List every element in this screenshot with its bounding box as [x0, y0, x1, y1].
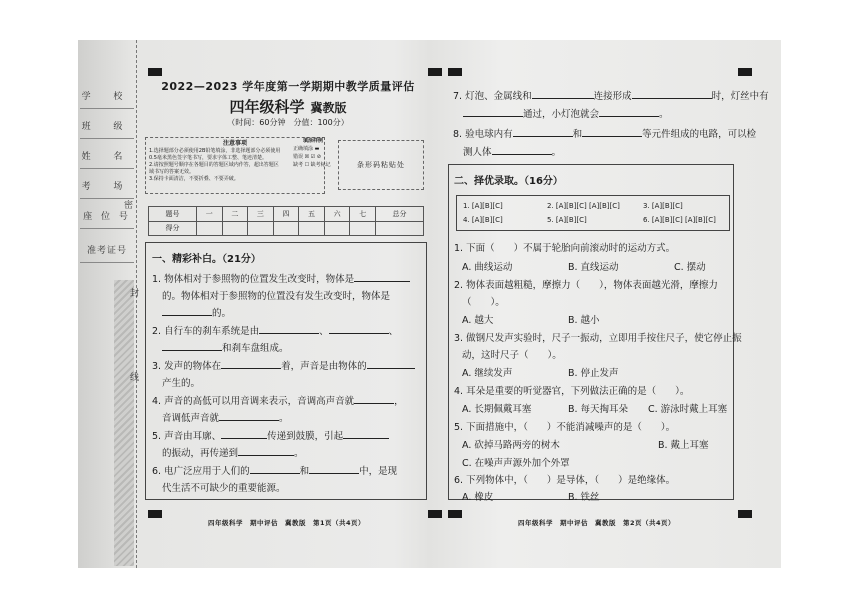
alignment-marker: [738, 68, 752, 76]
mc-q4-option: B. 每天掏耳朵: [568, 404, 629, 415]
q1-line: 1. 物体相对于参照物的位置发生改变时，物体是: [152, 271, 410, 285]
mc-q1-stem: 1. 下面（ ）不属于轮胎向前滚动时的运动方式。: [454, 243, 676, 254]
mc-q3-stem: 3. 做钢尺发声实验时，尺子一振动，立即用手按住尺子，使它停止振: [454, 333, 742, 344]
mc-q5-option: C. 在噪声声源外加个外罩: [462, 458, 570, 469]
mc-q3-option: A. 继续发声: [462, 368, 513, 379]
score-table: [148, 206, 424, 236]
exam-subject: 四年级科学 冀教版: [229, 98, 347, 116]
sample-row: 错误 ☒ ☑ ⊘: [293, 154, 321, 160]
score-header-cell: 三: [248, 207, 274, 222]
barcode-area: 条形码粘贴处: [338, 140, 424, 190]
q4-line: 音调低声音就 。: [162, 413, 289, 424]
q5-line: 5. 声音由耳廓、 传递到鼓膜，引起: [152, 428, 389, 442]
q2-line: 2. 自行车的刹车系统是由 、 、: [152, 326, 399, 337]
mc-q4-stem: 4. 耳朵是重要的听觉器官，下列做法正确的是（ ）。: [454, 386, 690, 397]
name-field: 姓 名: [80, 142, 134, 169]
mc-q3-option: B. 停止发声: [568, 368, 619, 379]
q6-line: 6. 电广泛应用于人们的 和 中，是现: [152, 466, 398, 477]
notice-line: 3.保持卡面清洁，不要折叠、不要弄破。: [149, 176, 239, 182]
score-row-label: 得分: [149, 221, 197, 236]
exam-title: 2022—2023 学年度第一学期期中教学质量评估: [161, 80, 415, 93]
score-header-cell: 题号: [149, 207, 197, 222]
q3-line: 3. 发声的物体在 着，声音是由物体的: [152, 358, 415, 372]
score-cell: [376, 221, 424, 236]
q6-line: 代生活不可缺少的重要能源。: [162, 483, 286, 494]
mc-q1-option: B. 直线运动: [568, 262, 619, 273]
alignment-marker: [148, 510, 162, 518]
alignment-marker: [448, 68, 462, 76]
score-header-cell: 二: [222, 207, 248, 222]
score-header-row: [149, 207, 424, 222]
alignment-marker: [428, 510, 442, 518]
mc-q6-stem: 6. 下列物体中，（ ）是导体，（ ）是绝缘体。: [454, 475, 676, 486]
fill-sample: [293, 137, 333, 194]
q1-line: 的。: [162, 305, 231, 319]
q8-line: 测人体 。: [463, 147, 562, 158]
mc-q4-option: C. 游泳时戴上耳塞: [648, 404, 728, 415]
notice-line: 2.请按照题号顺序在各题目的答题区域内作答，超出答题区: [149, 162, 279, 168]
mc-q5-option: A. 砍掉马路两旁的树木: [462, 440, 560, 451]
score-header-cell: 四: [273, 207, 299, 222]
q1-line: 的。物体相对于参照物的位置没有发生改变时，物体是: [162, 291, 391, 302]
q8-line: 8. 验电球内有 和 等元件组成的电路，可以检: [453, 129, 757, 140]
exam-time-score: （时间：60分钟 分值：100分）: [227, 118, 349, 127]
section1-title: 一、精彩补白。（21分）: [152, 254, 261, 265]
answer-grid-item[interactable]: 2. [A][B][C] [A][B][C]: [547, 202, 620, 210]
q3-line: 产生的。: [162, 378, 201, 389]
sample-row: 缺考 ☐ 缺考标记: [293, 162, 331, 168]
binding-strip: [78, 40, 140, 568]
exam-room-field: 考 场: [80, 172, 134, 199]
answer-grid: [456, 195, 730, 231]
score-cell: [273, 221, 299, 236]
mc-q3-cont: 动，这时尺子（ ）。: [462, 350, 562, 361]
seal-mark-feng: 封: [130, 289, 140, 299]
sample-title: 填涂样例: [302, 138, 323, 144]
score-header-cell: 总分: [376, 207, 424, 222]
score-header-cell: 一: [196, 207, 222, 222]
mc-q1-option: C. 摆动: [674, 262, 706, 273]
footer-right: 四年级科学 期中评估 冀教版 第2页（共4页）: [518, 519, 676, 527]
score-cell: [324, 221, 350, 236]
score-cell: [196, 221, 222, 236]
alignment-marker: [448, 510, 462, 518]
q7-line: 7. 灯泡、金属线和 连接形成 时，灯丝中有: [453, 91, 769, 102]
q4-line: 4. 声音的高低可以用音调来表示，音调高声音就 ，: [152, 396, 404, 407]
mc-q5-stem: 5. 下面措施中，（ ）不能消减噪声的是（ ）。: [454, 422, 676, 433]
answer-grid-item[interactable]: 3. [A][B][C]: [643, 202, 683, 210]
class-field: 班 级: [80, 112, 134, 139]
mc-q4-option: A. 长期佩戴耳塞: [462, 404, 532, 415]
answer-grid-item[interactable]: 1. [A][B][C]: [463, 202, 503, 210]
mc-q2-option: A. 越大: [462, 315, 494, 326]
alignment-marker: [428, 68, 442, 76]
school-field: 学 校: [80, 82, 134, 109]
notice-line: 域书写的答案无效。: [149, 169, 195, 175]
mc-q2-option: B. 越小: [568, 315, 600, 326]
exam-edition: 冀教版: [310, 101, 347, 115]
exam-sheet: [78, 40, 781, 568]
sample-row: 正确填涂 ▬: [293, 146, 320, 152]
mc-q5-option: B. 戴上耳塞: [658, 440, 709, 451]
mc-q2-cont: （ ）。: [462, 297, 505, 308]
score-header-cell: 六: [324, 207, 350, 222]
notice-title: 注意事项: [222, 140, 247, 147]
seat-number-field: 座 位 号: [80, 202, 134, 229]
answer-grid-item[interactable]: 6. [A][B][C] [A][B][C]: [643, 216, 716, 224]
score-cell: [248, 221, 274, 236]
score-cell: [299, 221, 325, 236]
mc-q6-option: B. 铁丝: [568, 492, 600, 503]
q5-line: 的振动，再传递到 。: [162, 448, 304, 459]
score-row: [149, 221, 424, 236]
score-header-cell: 五: [299, 207, 325, 222]
answer-grid-item[interactable]: 5. [A][B][C]: [547, 216, 587, 224]
hatch-pattern: [114, 280, 134, 566]
notice-line: 0.5毫米黑色签字笔书写，要求字体工整、笔迹清楚。: [149, 155, 267, 161]
section2-title: 二、择优录取。（16分）: [454, 176, 563, 187]
alignment-marker: [148, 68, 162, 76]
q2-line: 和刹车盘组成。: [162, 340, 289, 354]
mc-q6-option: A. 橡皮: [462, 492, 494, 503]
score-cell: [222, 221, 248, 236]
footer-left: 四年级科学 期中评估 冀教版 第1页（共4页）: [208, 519, 366, 527]
notice-line: 1.选择题部分必须使用2B铅笔填涂，非选择题部分必须使用: [149, 148, 281, 154]
seal-mark-xian: 线: [130, 373, 140, 383]
score-cell: [350, 221, 376, 236]
seal-mark-mi: 密: [124, 201, 134, 211]
score-header-cell: 七: [350, 207, 376, 222]
q7-line: 通过，小灯泡就会 。: [463, 106, 669, 120]
answer-grid-item[interactable]: 4. [A][B][C]: [463, 216, 503, 224]
exam-photo: [78, 40, 781, 568]
admission-number-field: 准考证号: [80, 236, 134, 263]
mc-q2-stem: 2. 物体表面越粗糙，摩擦力（ ），物体表面越光滑，摩擦力: [454, 280, 718, 291]
mc-q1-option: A. 曲线运动: [462, 262, 513, 273]
alignment-marker: [738, 510, 752, 518]
